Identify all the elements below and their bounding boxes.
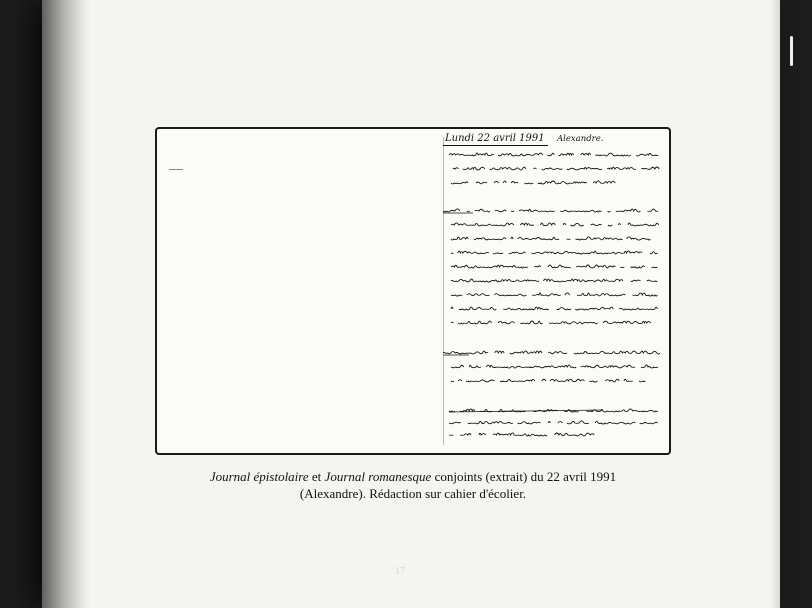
handwritten-line [451, 181, 615, 184]
handwritten-line [443, 209, 658, 212]
handwritten-line [451, 307, 658, 310]
show-through-page-number: 17 [395, 566, 405, 577]
book-gutter-shadow [42, 0, 90, 608]
caption-line-2: (Alexandre). Rédaction sur cahier d'écolier. [299, 486, 527, 501]
handwriting-image [443, 147, 665, 447]
handwritten-line [451, 379, 645, 382]
handwritten-line [449, 433, 594, 436]
caption-title-2: Journal romanesque [324, 469, 432, 484]
page-edge [770, 0, 780, 608]
handwritten-line [451, 293, 657, 296]
margin-mark [169, 169, 183, 170]
handwritten-line [451, 237, 658, 240]
figure-caption [150, 468, 676, 502]
manuscript-date-heading: Lundi 22 avril 1991 [443, 133, 548, 146]
manuscript-name-heading: Alexandre. [557, 134, 604, 144]
scan-edge-mark [790, 36, 793, 66]
manuscript-facsimile [155, 127, 671, 455]
handwritten-line [451, 279, 657, 282]
handwritten-line [449, 421, 658, 424]
caption-tail: conjoints (extrait) du 22 avril 1991 [431, 469, 617, 484]
caption-conj: et [308, 469, 325, 484]
handwritten-line [451, 265, 657, 268]
handwritten-line [449, 153, 658, 156]
caption-title-1: Journal épistolaire [209, 469, 309, 484]
handwritten-line [451, 251, 658, 254]
handwritten-line [453, 167, 659, 170]
handwritten-line [451, 365, 663, 368]
handwritten-line [451, 321, 655, 324]
handwritten-line [451, 223, 659, 226]
handwritten-line [443, 351, 660, 354]
